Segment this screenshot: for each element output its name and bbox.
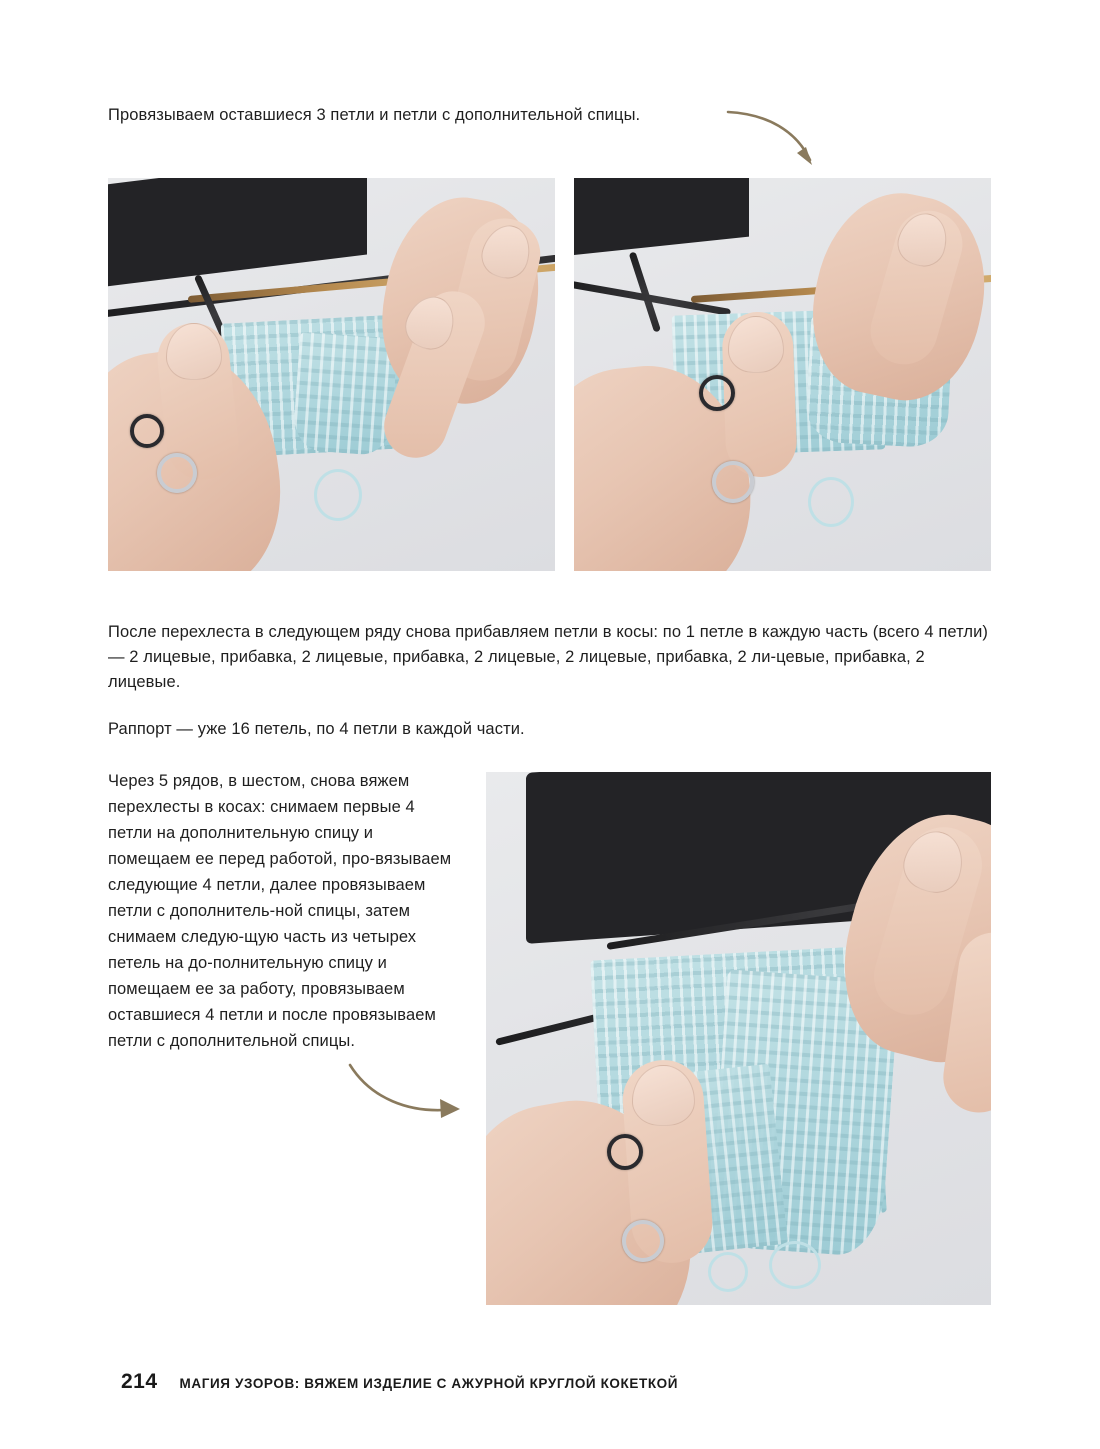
photo-hands-knitting-cables — [486, 772, 991, 1305]
body-paragraph-1: После перехлеста в следующем ряду снова прибавляем петли в косы: по 1 петле в каждую часть (всего 4 петли) — 2 лицевые, прибавка, 2 лицевые, прибавка, 2 лицевые, 2 лицевые, прибавка, 2 ли-цевые, прибавка, 2 лицевые. — [108, 623, 989, 691]
body-paragraph-side: Через 5 рядов, в шестом, снова вяжем перехлесты в косах: снимаем первые 4 петли на дополнительную спицу и помещаем ее перед работой, про-вязываем следующие 4 петли, далее провязываем петли с дополнитель-ной спицы, затем снимаем следую-щую часть из четырех петель на до-полнительную спицу и помещаем ее за работу, провязываем оставшиеся 4 петли и после провязываем петли с дополнительной спицы. — [108, 772, 452, 1050]
arrow-intro-to-photo-icon — [726, 108, 836, 188]
intro-paragraph: Провязываем оставшиеся 3 петли и петли с дополнительной спицы. — [108, 106, 641, 124]
page-number: 214 — [121, 1370, 158, 1393]
photo-hands-knitting-right — [574, 178, 991, 571]
page-footer — [121, 1370, 678, 1394]
body-paragraph-2: Раппорт — уже 16 петель, по 4 петли в каждой части. — [108, 720, 525, 738]
footer-chapter-title: МАГИЯ УЗОРОВ: ВЯЖЕМ ИЗДЕЛИЕ С АЖУРНОЙ КРУГЛОЙ КОКЕТКОЙ — [179, 1376, 679, 1391]
arrow-side-text-to-photo-icon — [348, 1063, 478, 1133]
photo-hands-knitting-left — [108, 178, 555, 571]
